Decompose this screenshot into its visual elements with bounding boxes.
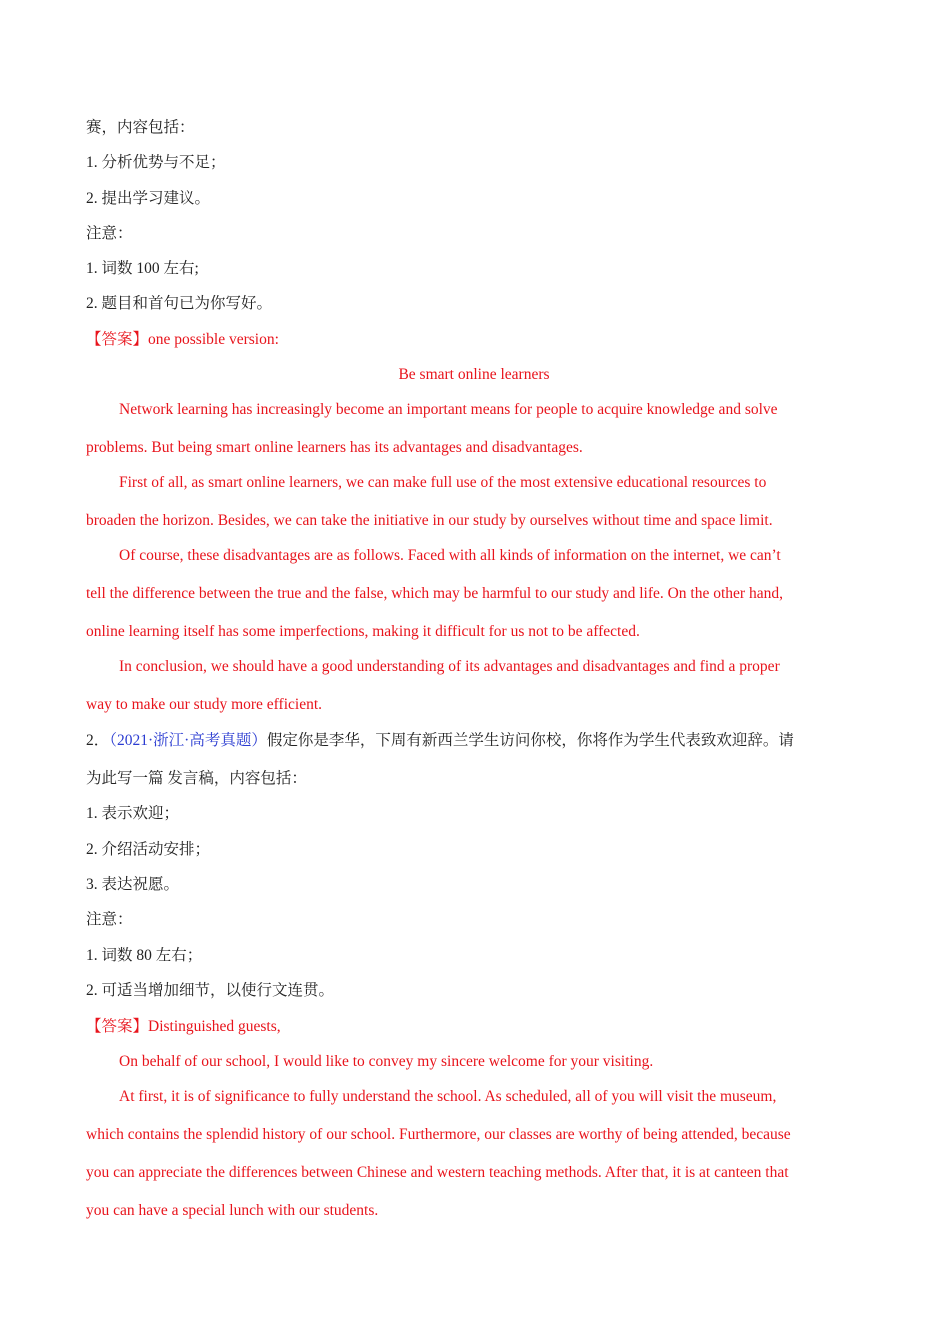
question-2-prompt (86, 731, 794, 751)
answer-2-header (86, 1017, 281, 1037)
question-2-point: 1. 表示欢迎； (86, 805, 180, 822)
answer-2-line: On behalf of our school, I would like to convey my sincere welcome for your visiting. (119, 1053, 654, 1070)
question-2-note: 1. 词数 80 左右； (86, 947, 203, 964)
answer-2-line: you can have a special lunch with our students. (86, 1202, 379, 1219)
answer-2-line: you can appreciate the differences between Chinese and western teaching methods. After that, it is at canteen that (86, 1164, 789, 1181)
question-1-notes-label: 注意： (86, 225, 133, 242)
question-1-intro-end: 赛，内容包括： (86, 119, 195, 136)
question-prompt: 假定你是李华，下周有新西兰学生访问你校，你将作为学生代表致欢迎辞。请 (266, 732, 794, 749)
answer-1-line: First of all, as smart online learners, we can make full use of the most extensive educational resources to (119, 474, 767, 491)
question-number: 2． (86, 732, 110, 749)
question-2-point: 2. 介绍活动安排； (86, 841, 211, 858)
question-2-prompt-cont: 为此写一篇 发言稿，内容包括： (86, 770, 307, 787)
answer-1-line: In conclusion, we should have a good understanding of its advantages and disadvantages and find a proper (119, 658, 780, 675)
answer-1-line: way to make our study more efficient. (86, 696, 323, 713)
question-1-point: 1. 分析优势与不足； (86, 154, 226, 171)
question-1-note: 2. 题目和首句已为你写好。 (86, 295, 273, 312)
answer-1-line: Network learning has increasingly become an important means for people to acquire knowledge and solve (119, 401, 778, 418)
question-2-point: 3. 表达祝愿。 (86, 876, 180, 893)
answer-tag: 【答案】 (86, 331, 149, 348)
answer-lead: one possible version: (148, 331, 279, 348)
answer-tag: 【答案】 (86, 1018, 149, 1035)
answer-1-line: broaden the horizon. Besides, we can take the initiative in our study by ourselves without time and space limit. (86, 512, 773, 529)
answer-lead: Distinguished guests, (148, 1018, 281, 1035)
answer-2-line: which contains the splendid history of our school. Furthermore, our classes are worthy of being attended, because (86, 1126, 791, 1143)
answer-1-header (86, 330, 279, 350)
question-2-notes-label: 注意： (86, 911, 133, 928)
answer-2-line: At first, it is of significance to fully understand the school. As scheduled, all of you will visit the museum, (119, 1088, 777, 1105)
question-1-point: 2. 提出学习建议。 (86, 190, 211, 207)
answer-1-line: problems. But being smart online learners has its advantages and disadvantages. (86, 439, 583, 456)
question-1-note: 1. 词数 100 左右; (86, 260, 199, 277)
answer-1-line: tell the difference between the true and the false, which may be harmful to our study and life. On the other hand, (86, 585, 783, 602)
answer-1-line: online learning itself has some imperfections, making it difficult for us not to be affected. (86, 623, 640, 640)
answer-1-line: Of course, these disadvantages are as follows. Faced with all kinds of information on the internet, we can’t (119, 547, 781, 564)
question-2-note: 2. 可适当增加细节，以使行文连贯。 (86, 982, 335, 999)
question-source: （2021·浙江·高考真题） (109, 732, 267, 749)
answer-1-title: Be smart online learners (398, 366, 550, 383)
